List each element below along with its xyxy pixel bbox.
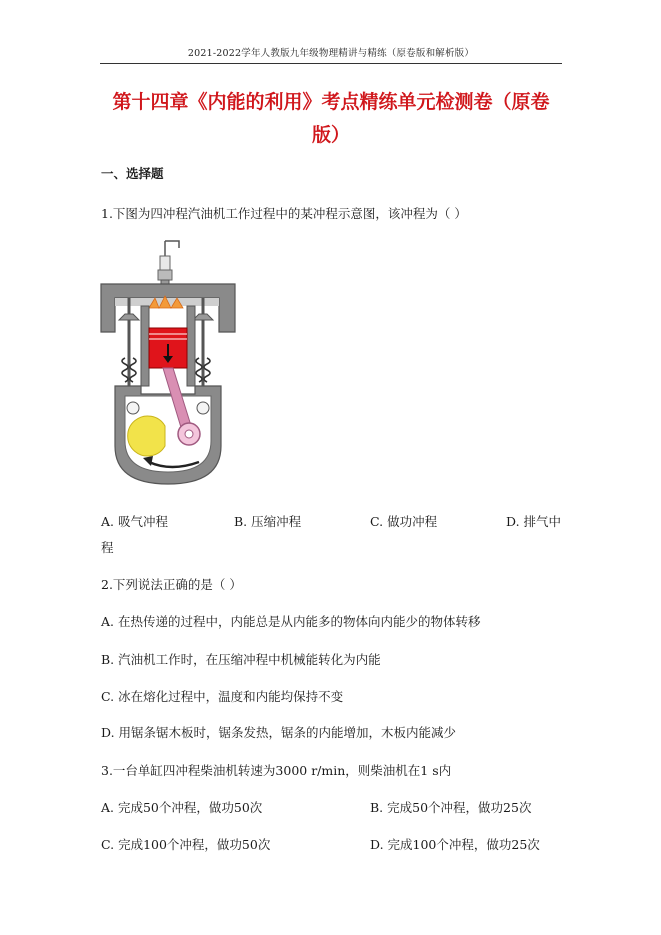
intake-valve-icon bbox=[119, 298, 139, 386]
question-1-option-d: D. 排气中 bbox=[506, 514, 562, 529]
question-1-option-d-continued: 程 bbox=[101, 540, 114, 555]
section-heading: 一、选择题 bbox=[101, 166, 164, 181]
exhaust-valve-icon bbox=[193, 298, 213, 386]
question-3-stem: 3.一台单缸四冲程柴油机转速为3000 r/min，则柴油机在1 s内 bbox=[101, 763, 452, 778]
question-2-option-d: D. 用锯条锯木板时，锯条发热，锯条的内能增加，木板内能减少 bbox=[101, 725, 457, 740]
question-1-option-a: A. 吸气冲程 bbox=[101, 514, 168, 529]
question-1-stem: 1.下图为四冲程汽油机工作过程中的某冲程示意图，该冲程为（ ） bbox=[101, 206, 467, 221]
question-2-option-c: C. 冰在熔化过程中，温度和内能均保持不变 bbox=[101, 689, 344, 704]
question-3-option-c: C. 完成100个冲程，做功50次 bbox=[101, 837, 271, 852]
question-3-option-a: A. 完成50个冲程，做功50次 bbox=[101, 800, 263, 815]
question-1-option-b: B. 压缩冲程 bbox=[234, 514, 302, 529]
question-1-option-c: C. 做功冲程 bbox=[370, 514, 438, 529]
title-line-2: 版） bbox=[311, 124, 350, 146]
header-rule bbox=[100, 63, 562, 64]
question-2-option-b: B. 汽油机工作时，在压缩冲程中机械能转化为内能 bbox=[101, 652, 381, 667]
question-3-option-d: D. 完成100个冲程，做功25次 bbox=[370, 837, 540, 852]
engine-diagram bbox=[99, 236, 237, 486]
question-2-option-a: A. 在热传递的过程中，内能总是从内能多的物体向内能少的物体转移 bbox=[101, 614, 481, 629]
question-2-stem: 2.下列说法正确的是（ ） bbox=[101, 577, 242, 592]
page-title bbox=[100, 86, 562, 152]
question-3-option-b: B. 完成50个冲程，做功25次 bbox=[370, 800, 532, 815]
piston-icon bbox=[149, 328, 187, 368]
page-header: 2021-2022学年人教版九年级物理精讲与精练（原卷版和解析版） bbox=[187, 48, 475, 59]
title-line-1: 第十四章《内能的利用》考点精练单元检测卷（原卷 bbox=[112, 91, 550, 113]
